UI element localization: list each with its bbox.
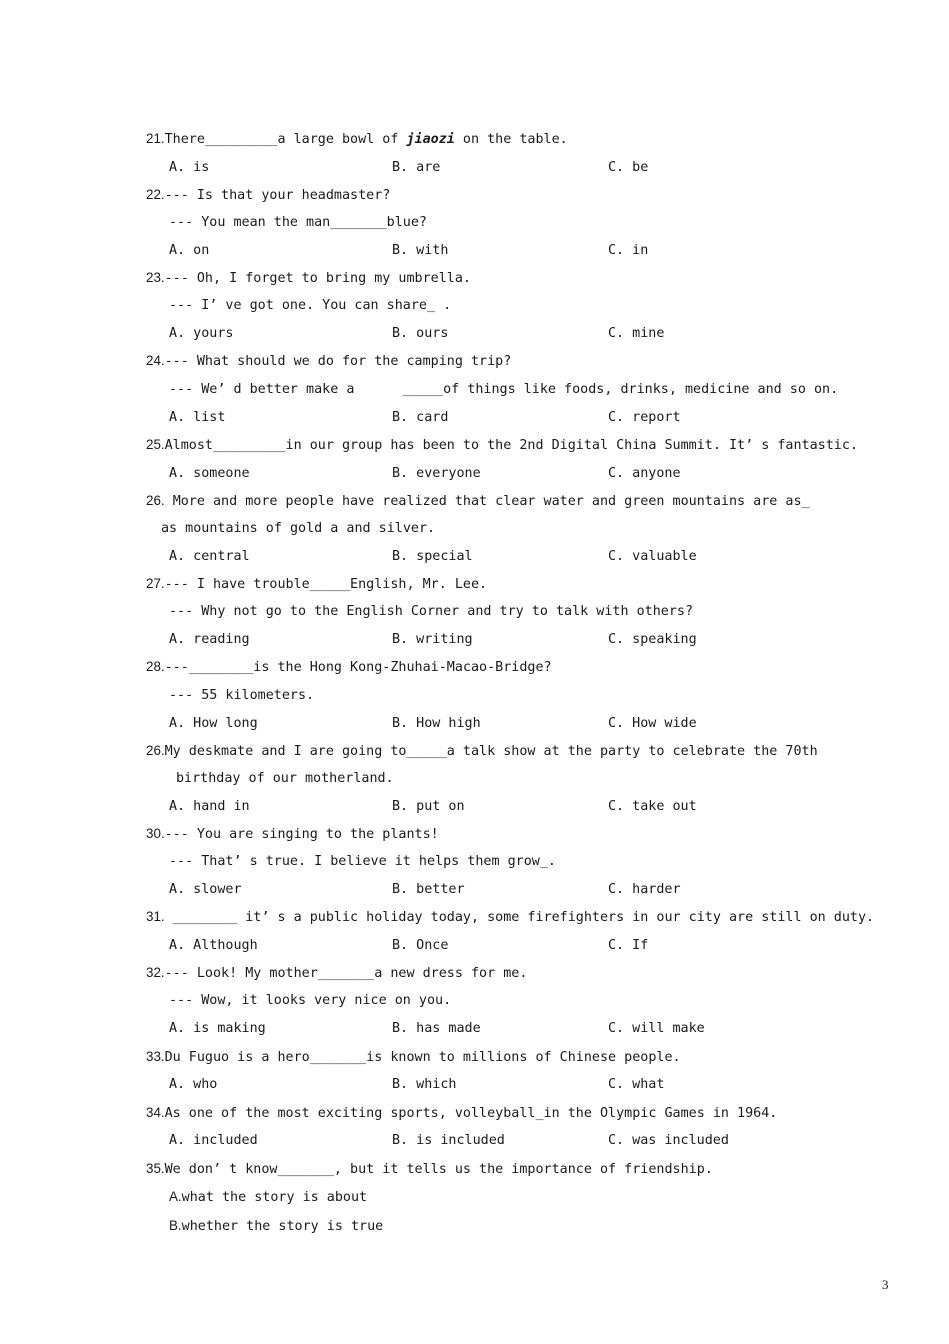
option-b: B. is included — [392, 1133, 505, 1148]
question-34: 34.As one of the most exciting sports, volleyball_in the Olympic Games in 1964. — [146, 1105, 778, 1121]
option-b: B. How high — [392, 716, 481, 731]
option-c: C. take out — [608, 799, 697, 814]
option-c: C. what — [608, 1077, 665, 1092]
question-line: --- Why not go to the English Corner and try to talk with others? — [169, 604, 694, 619]
option-a: A. slower — [169, 882, 242, 897]
question-30: 30.--- You are singing to the plants! — [146, 826, 439, 842]
option-a: A. is — [169, 160, 210, 175]
option-a: A. is making — [169, 1021, 266, 1036]
option-c: C. How wide — [608, 716, 697, 731]
option-a: A. How long — [169, 716, 258, 731]
option-b: B. writing — [392, 632, 473, 647]
option-c: C. anyone — [608, 466, 681, 481]
option-b: B. are — [392, 160, 441, 175]
question-28: 28.---________is the Hong Kong-Zhuhai-Macao-Bridge? — [146, 659, 552, 675]
option-a: A. hand in — [169, 799, 250, 814]
option-a: A. someone — [169, 466, 250, 481]
option-a: A. Although — [169, 938, 258, 953]
question-line: --- 55 kilometers. — [169, 688, 315, 703]
option-b: B. better — [392, 882, 465, 897]
question-22: 22.--- Is that your headmaster? — [146, 187, 391, 203]
question-33: 33.Du Fuguo is a hero_______is known to millions of Chinese people. — [146, 1049, 681, 1065]
option-c: C. was included — [608, 1133, 729, 1148]
question-23: 23.--- Oh, I forget to bring my umbrella. — [146, 270, 471, 286]
question-line: --- I’ ve got one. You can share_ . — [169, 298, 452, 313]
question-line: birthday of our motherland. — [176, 771, 394, 786]
option-b: B. card — [392, 410, 449, 425]
question-35: 35.We don’ t know_______, but it tells us the importance of friendship. — [146, 1161, 713, 1177]
question-line: --- That’ s true. I believe it helps them grow_. — [169, 854, 556, 869]
option-b: B. has made — [392, 1021, 481, 1036]
question-line: --- We’ d better make a _____of things like foods, drinks, medicine and so on. — [169, 382, 839, 397]
question-27: 27.--- I have trouble_____English, Mr. Lee. — [146, 576, 488, 592]
question-32: 32.--- Look! My mother_______a new dress for me. — [146, 965, 528, 981]
option-a: A. reading — [169, 632, 250, 647]
option-c: C. speaking — [608, 632, 697, 647]
option-a: A. who — [169, 1077, 218, 1092]
option-b: B. which — [392, 1077, 457, 1092]
option-c: C. in — [608, 243, 649, 258]
option-a: A.what the story is about — [169, 1189, 368, 1205]
option-b: B. Once — [392, 938, 449, 953]
option-a: A. yours — [169, 326, 234, 341]
option-a: A. included — [169, 1133, 258, 1148]
option-c: C. report — [608, 410, 681, 425]
question-line: --- You mean the man_______blue? — [169, 215, 427, 230]
question-26: 26. More and more people have realized that clear water and green mountains are as_ — [146, 493, 810, 509]
option-b: B. special — [392, 549, 473, 564]
option-b: B. everyone — [392, 466, 481, 481]
option-a: A. central — [169, 549, 250, 564]
option-c: C. valuable — [608, 549, 697, 564]
option-c: C. harder — [608, 882, 681, 897]
question-line: as mountains of gold a and silver. — [161, 521, 436, 536]
option-c: C. be — [608, 160, 649, 175]
option-a: A. list — [169, 410, 226, 425]
option-c: C. mine — [608, 326, 665, 341]
question-25: 25.Almost_________in our group has been to the 2nd Digital China Summit. It’ s fantastic. — [146, 437, 858, 453]
option-b: B. with — [392, 243, 449, 258]
option-b: B. put on — [392, 799, 465, 814]
question-24: 24.--- What should we do for the camping trip? — [146, 353, 512, 369]
option-b: B.whether the story is true — [169, 1218, 384, 1234]
page-number: 3 — [882, 1277, 889, 1292]
option-c: C. will make — [608, 1021, 705, 1036]
question-31: 31. ________ it’ s a public holiday today, some firefighters in our city are still on duty. — [146, 909, 875, 925]
question-29: 26.My deskmate and I are going to_____a talk show at the party to celebrate the 70th — [146, 743, 818, 759]
option-b: B. ours — [392, 326, 449, 341]
question-21: 21.There_________a large bowl of jiaozi on the table. — [146, 131, 568, 147]
option-c: C. If — [608, 938, 649, 953]
option-a: A. on — [169, 243, 210, 258]
question-line: --- Wow, it looks very nice on you. — [169, 993, 452, 1008]
